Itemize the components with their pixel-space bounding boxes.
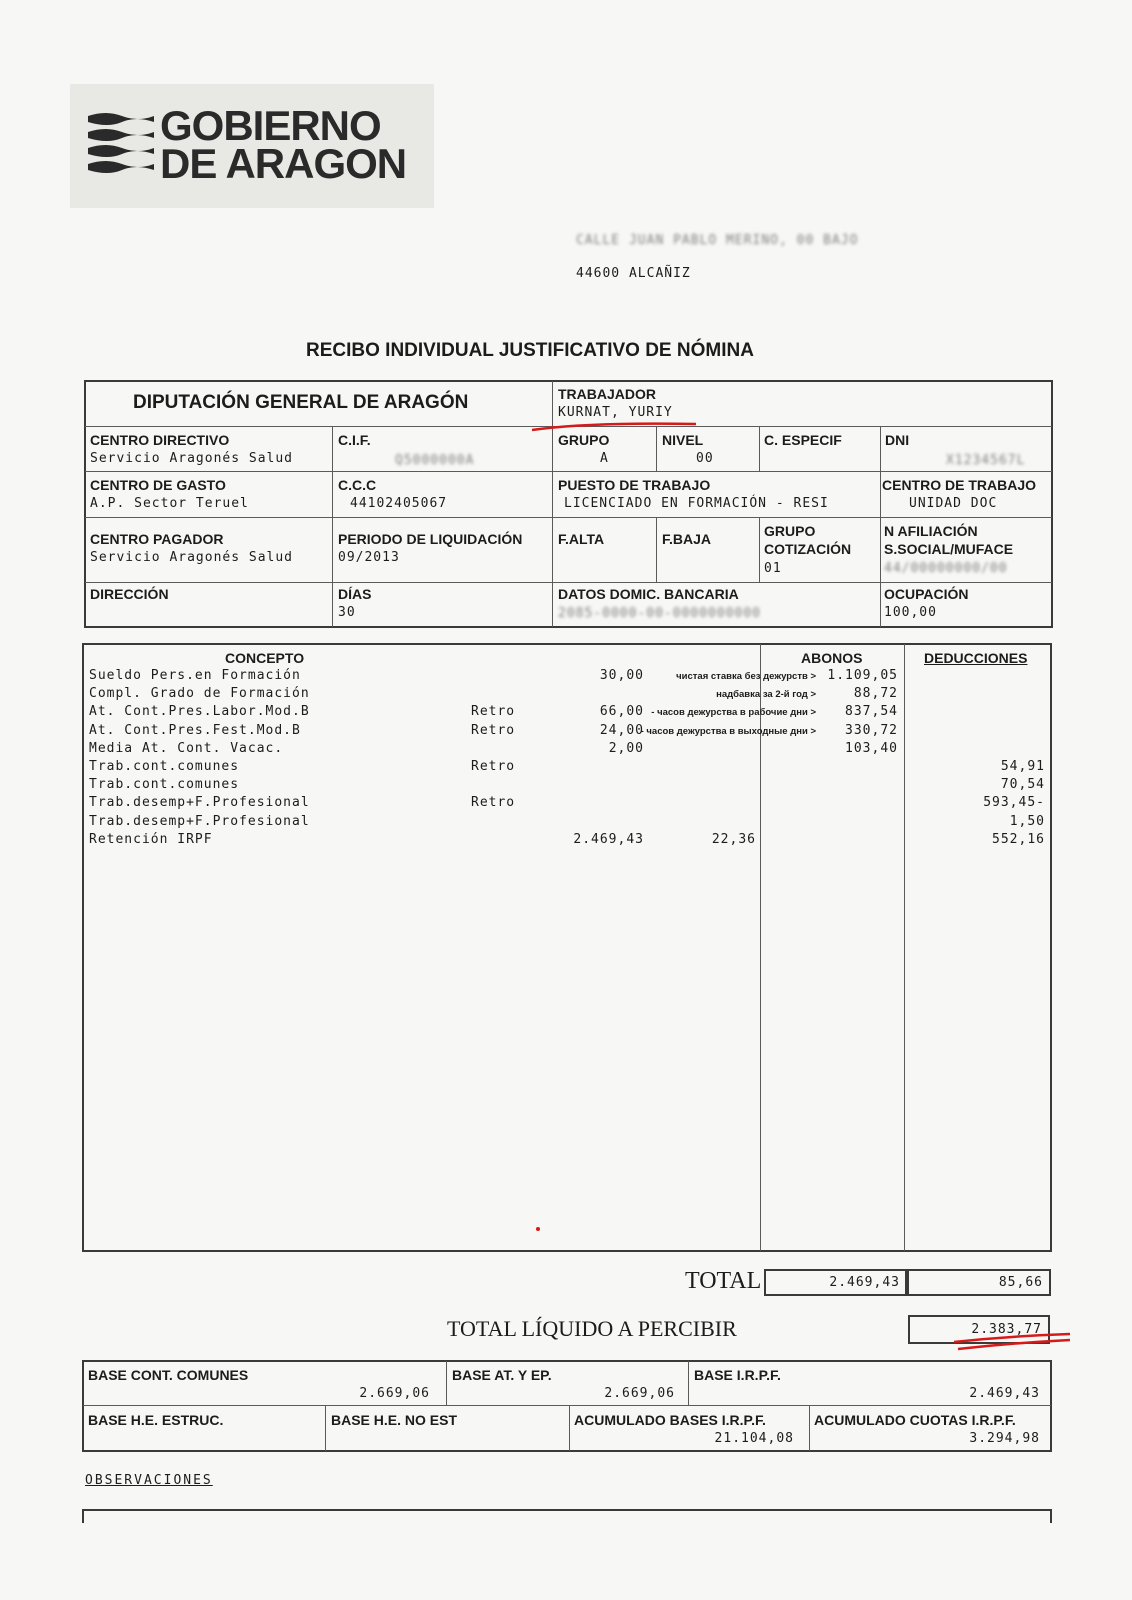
red-dot-mark (536, 1227, 540, 1231)
base-at-ep-label: BASE AT. Y EP. (452, 1367, 552, 1383)
concept-abono: 1.109,05 (827, 668, 898, 683)
acum-cuotas-value: 3.294,98 (969, 1431, 1040, 1446)
cif-value: Q5000000A (395, 453, 475, 468)
dni-label: DNI (885, 432, 910, 448)
trabajador-value: KURNAT, YURIY (558, 405, 673, 420)
dias-label: DÍAS (338, 586, 372, 602)
aragon-flag-logo-icon (84, 110, 156, 184)
logo-line-2: DE ARAGON (160, 140, 407, 187)
concept-name: Compl. Grado de Formación (89, 686, 310, 701)
concept-name: Retención IRPF (89, 832, 213, 847)
concept-qty: 66,00 (599, 704, 644, 719)
page-title: RECIBO INDIVIDUAL JUSTIFICATIVO DE NÓMINA (306, 340, 754, 361)
concept-abono: 837,54 (845, 704, 898, 719)
concept-deduccion: 70,54 (1000, 777, 1045, 792)
organization-name: DIPUTACIÓN GENERAL DE ARAGÓN (133, 392, 469, 413)
concept-rate: 22,36 (711, 832, 756, 847)
observaciones-label: OBSERVACIONES (85, 1473, 213, 1488)
abonos-header: ABONOS (801, 650, 863, 666)
centro-directivo-value: Servicio Aragonés Salud (90, 451, 294, 466)
direccion-label: DIRECCIÓN (90, 586, 169, 602)
ocupacion-label: OCUPACIÓN (884, 586, 969, 602)
address-line-1: CALLE JUAN PABLO MERINO, 00 BAJO (576, 233, 859, 248)
dias-value: 30 (338, 605, 356, 620)
acum-bases-value: 21.104,08 (714, 1431, 794, 1446)
concept-name: Sueldo Pers.en Formación (89, 668, 301, 683)
red-double-underline-annotation (950, 1330, 1074, 1352)
concept-name: Trab.cont.comunes (89, 777, 240, 792)
grupo-cotizacion-label-1: GRUPO (764, 523, 816, 539)
base-he-no-est-label: BASE H.E. NO EST (331, 1412, 458, 1428)
concept-retro: Retro (471, 759, 516, 774)
deducciones-header: DEDUCCIONES (924, 650, 1028, 666)
logo (70, 84, 434, 208)
total-deducciones: 85,66 (998, 1275, 1043, 1290)
observaciones-top-rule (82, 1509, 1052, 1511)
concept-note: чистая ставка без дежурств > (676, 671, 816, 682)
afiliacion-label-2: S.SOCIAL/MUFACE (884, 541, 1014, 557)
puesto-label: PUESTO DE TRABAJO (558, 477, 711, 493)
base-irpf-value: 2.469,43 (969, 1386, 1040, 1401)
ccc-value: 44102405067 (350, 496, 448, 511)
concept-deduccion: 1,50 (1009, 814, 1045, 829)
concept-abono: 103,40 (845, 741, 898, 756)
total-abonos: 2.469,43 (829, 1275, 900, 1290)
concept-deduccion: 54,91 (1000, 759, 1045, 774)
concept-qty: 2,00 (608, 741, 644, 756)
concept-note: - часов дежурства в выходные дни > (640, 726, 816, 737)
concept-deduccion: 593,45- (983, 795, 1045, 810)
concept-name: Trab.desemp+F.Profesional (89, 814, 310, 829)
concept-name: At. Cont.Pres.Fest.Mod.B (89, 723, 301, 738)
banco-label: DATOS DOMIC. BANCARIA (558, 586, 739, 602)
grupo-label: GRUPO (558, 432, 610, 448)
f-alta-label: F.ALTA (558, 531, 605, 547)
grupo-cotizacion-label-2: COTIZACIÓN (764, 541, 852, 557)
base-cont-comunes-value: 2.669,06 (359, 1386, 430, 1401)
concept-name: Media At. Cont. Vacac. (89, 741, 284, 756)
concept-qty: 2.469,43 (573, 832, 644, 847)
concept-retro: Retro (471, 723, 516, 738)
concept-retro: Retro (471, 704, 516, 719)
afiliacion-value: 44/00000000/00 (884, 561, 1008, 576)
logo-line-1: GOBIERNO (160, 102, 381, 149)
c-especif-label: C. ESPECIF (764, 432, 842, 448)
f-baja-label: F.BAJA (662, 531, 712, 547)
centro-trabajo-value: UNIDAD DOC (909, 496, 998, 511)
centro-gasto-value: A.P. Sector Teruel (90, 496, 249, 511)
concept-retro: Retro (471, 795, 516, 810)
concept-name: Trab.desemp+F.Profesional (89, 795, 310, 810)
concepto-header: CONCEPTO (225, 650, 305, 666)
periodo-value: 09/2013 (338, 550, 400, 565)
base-he-estruc-label: BASE H.E. ESTRUC. (88, 1412, 224, 1428)
grupo-value: A (600, 451, 609, 466)
nivel-label: NIVEL (662, 432, 704, 448)
acum-cuotas-label: ACUMULADO CUOTAS I.R.P.F. (814, 1412, 1016, 1428)
acum-bases-label: ACUMULADO BASES I.R.P.F. (574, 1412, 766, 1428)
cif-label: C.I.F. (338, 432, 371, 448)
total-label: TOTAL (685, 1268, 762, 1294)
concept-qty: 30,00 (599, 668, 644, 683)
centro-directivo-label: CENTRO DIRECTIVO (90, 432, 230, 448)
concept-abono: 330,72 (845, 723, 898, 738)
address-line-2: 44600 ALCAÑIZ (576, 266, 691, 281)
banco-value: 2085-0000-00-0000000000 (558, 606, 762, 621)
dni-value: X1234567L (946, 453, 1026, 468)
liquido-value: 2.383,77 (971, 1322, 1042, 1337)
nivel-value: 00 (696, 451, 714, 466)
concept-name: Trab.cont.comunes (89, 759, 240, 774)
periodo-label: PERIODO DE LIQUIDACIÓN (338, 531, 523, 547)
liquido-label: TOTAL LÍQUIDO A PERCIBIR (447, 1316, 737, 1341)
base-at-ep-value: 2.669,06 (604, 1386, 675, 1401)
centro-trabajo-label: CENTRO DE TRABAJO (882, 477, 1037, 493)
concept-qty: 24,00 (599, 723, 644, 738)
base-irpf-label: BASE I.R.P.F. (694, 1367, 781, 1383)
centro-pagador-value: Servicio Aragonés Salud (90, 550, 294, 565)
ocupacion-value: 100,00 (884, 605, 937, 620)
ccc-label: C.C.C (338, 477, 377, 493)
concept-note: - часов дежурства в рабочие дни > (651, 707, 816, 718)
concept-note: надбавка за 2-й год > (716, 689, 816, 700)
base-cont-comunes-label: BASE CONT. COMUNES (88, 1367, 249, 1383)
concept-name: At. Cont.Pres.Labor.Mod.B (89, 704, 310, 719)
concept-deduccion: 552,16 (992, 832, 1045, 847)
puesto-value: LICENCIADO EN FORMACIÓN - RESI (564, 496, 829, 511)
centro-gasto-label: CENTRO DE GASTO (90, 477, 226, 493)
centro-pagador-label: CENTRO PAGADOR (90, 531, 224, 547)
afiliacion-label-1: N AFILIACIÓN (884, 523, 978, 539)
grupo-cotizacion-value: 01 (764, 561, 782, 576)
concept-abono: 88,72 (853, 686, 898, 701)
trabajador-label: TRABAJADOR (558, 386, 656, 402)
